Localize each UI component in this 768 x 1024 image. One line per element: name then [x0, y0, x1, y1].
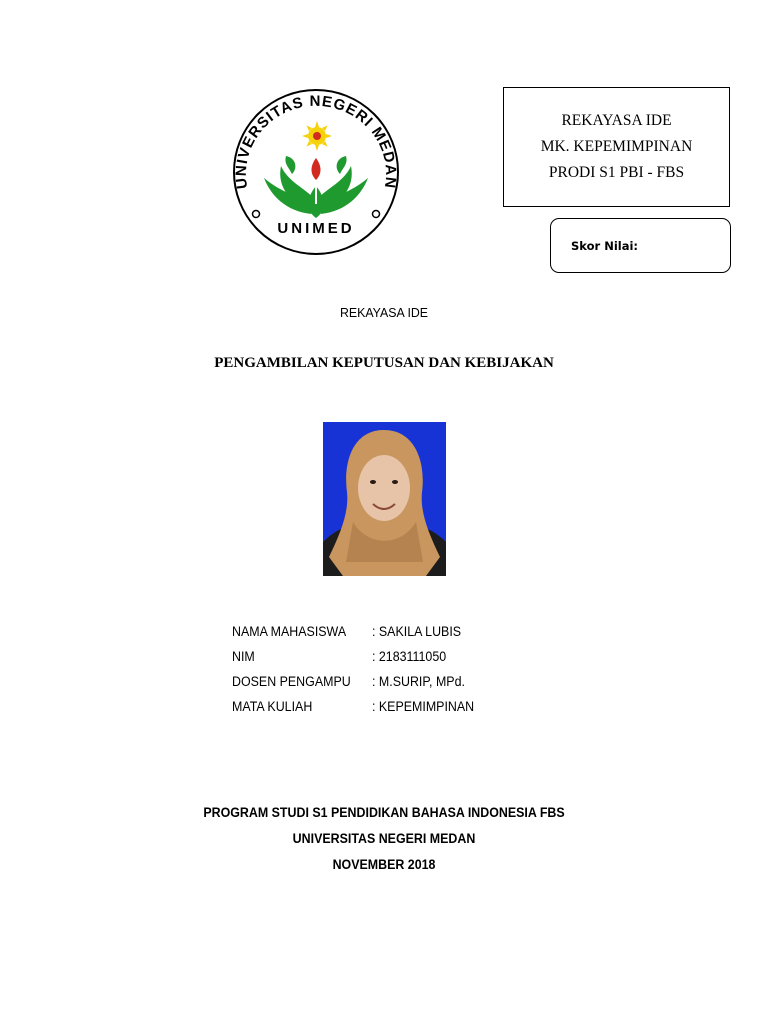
footer-program: PROGRAM STUDI S1 PENDIDIKAN BAHASA INDONESIA FBS	[203, 805, 565, 820]
document-title: PENGAMBILAN KEPUTUSAN DAN KEBIJAKAN	[214, 355, 554, 371]
footer-date: NOVEMBER 2018	[332, 857, 436, 872]
logo-ring-text: UNIVERSITAS NEGERI MEDAN	[232, 92, 400, 190]
info-label: MATA KULIAH	[232, 699, 313, 714]
footer-university: UNIVERSITAS NEGERI MEDAN	[292, 831, 476, 846]
info-row-course	[232, 699, 532, 724]
info-value: : 2183111050	[372, 649, 447, 664]
info-label: NIM	[232, 649, 255, 664]
footer	[0, 800, 768, 878]
info-value: : SAKILA LUBIS	[372, 624, 462, 639]
header-box	[503, 87, 730, 207]
info-row-nim	[232, 649, 532, 674]
header-line-2: MK. KEPEMIMPINAN	[540, 138, 693, 155]
score-label: Skor Nilai:	[571, 239, 639, 253]
student-photo	[323, 422, 446, 576]
score-box	[550, 218, 731, 273]
info-label: NAMA MAHASISWA	[232, 624, 347, 639]
header-line-3: PRODI S1 PBI - FBS	[548, 164, 685, 181]
document-type: REKAYASA IDE	[339, 305, 429, 320]
student-portrait-icon	[323, 422, 446, 576]
logo-bottom-text: UNIMED	[277, 220, 355, 237]
info-value: : M.SURIP, MPd.	[372, 674, 465, 689]
info-value: : KEPEMIMPINAN	[372, 699, 475, 714]
university-logo	[226, 86, 406, 258]
info-label: DOSEN PENGAMPU	[232, 674, 351, 689]
student-info	[232, 624, 532, 724]
info-row-lecturer	[232, 674, 532, 699]
header-line-1: REKAYASA IDE	[561, 112, 672, 129]
info-row-name	[232, 624, 532, 649]
